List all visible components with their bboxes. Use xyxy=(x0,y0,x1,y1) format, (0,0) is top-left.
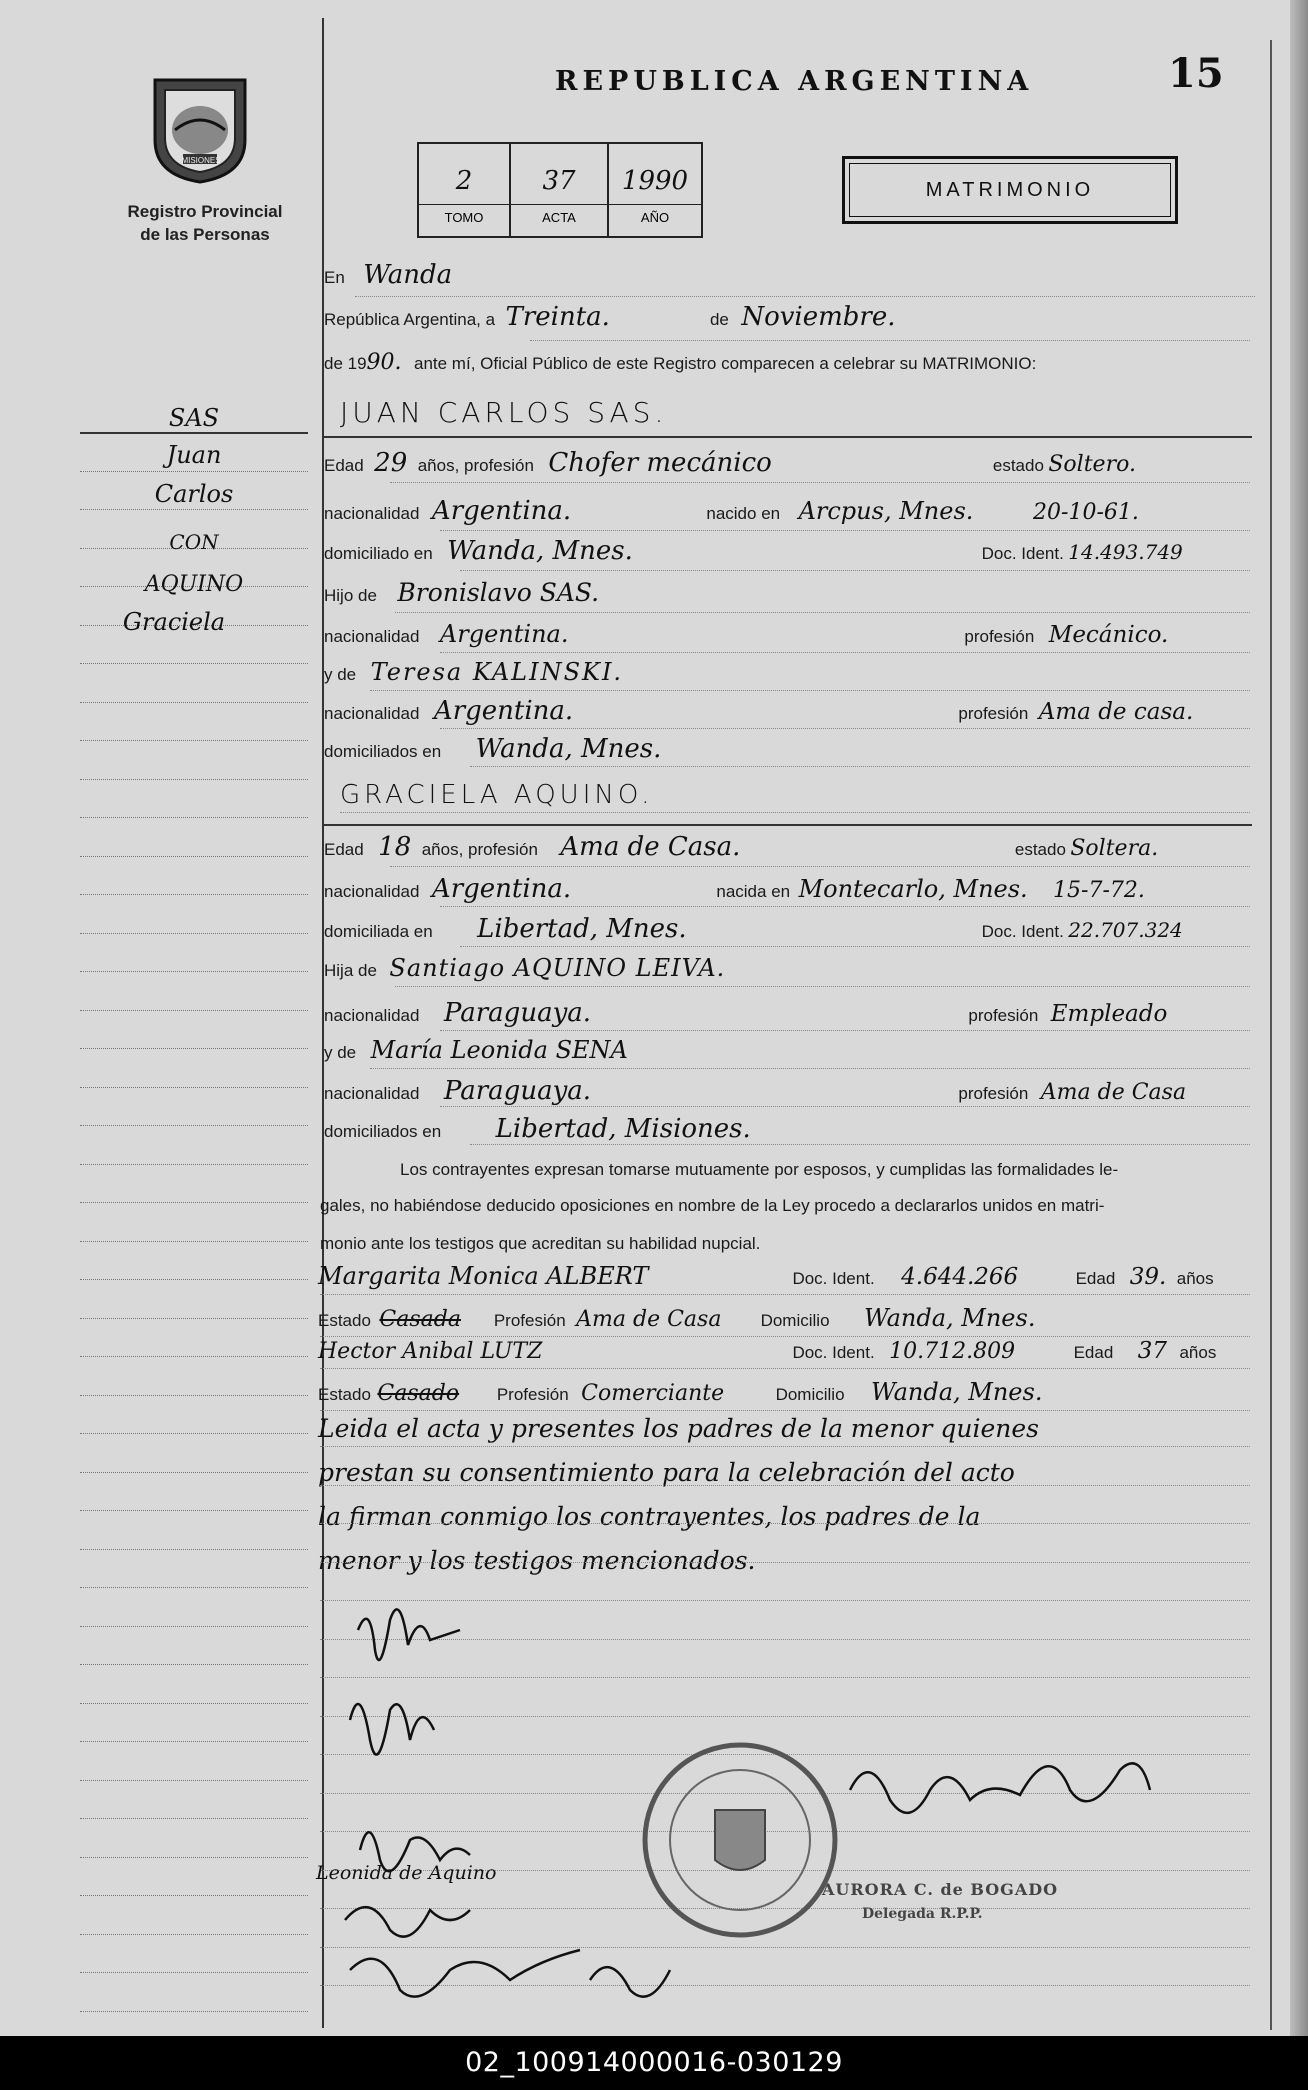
witness2-address: Wanda, Mnes. xyxy=(871,1378,1043,1406)
witness2-profession: Comerciante xyxy=(581,1381,725,1406)
page-edge xyxy=(1290,0,1308,2036)
sidebar-ruled-line xyxy=(80,856,308,857)
bride-father-row xyxy=(324,954,725,982)
groom-full-name: JUAN CARLOS SAS. xyxy=(340,396,668,429)
bride-birthdate: 15-7-72. xyxy=(1053,878,1145,903)
witness2-estado-label: Estado xyxy=(318,1385,371,1404)
ano-value: 1990 xyxy=(621,166,689,196)
sidebar-name-1: SAS xyxy=(168,404,220,432)
sidebar-ruled-line xyxy=(80,2011,308,2012)
sidebar-name-2: Juan xyxy=(166,441,222,469)
bride-father-nat-label: nacionalidad xyxy=(324,1006,420,1025)
bride-mother-nationality: Paraguaya. xyxy=(443,1076,592,1106)
ano-cell xyxy=(609,144,701,236)
groom-mother-name: Teresa KALINSKI. xyxy=(370,658,624,686)
bride-nacida-label: nacida en xyxy=(716,882,791,901)
bride-domicile-row xyxy=(324,914,1183,944)
en-label: En xyxy=(324,268,345,287)
seal-text: MISIONES xyxy=(181,156,221,165)
year-prefix: de 19 xyxy=(324,354,367,373)
witness2-name: Hector Anibal LUTZ xyxy=(318,1339,543,1364)
groom-marital-status: Soltero. xyxy=(1048,452,1136,477)
bride-name-separator xyxy=(322,824,1252,826)
legal-text-line1: Los contrayentes expresan tomarse mutuamente por esposos, y cumplidas las formalidades le- xyxy=(400,1160,1119,1179)
groom-domicile-row xyxy=(324,536,1183,566)
bride-mother-nat-label: nacionalidad xyxy=(324,1084,420,1103)
intro-line-3 xyxy=(324,350,1036,375)
groom-edad-label: Edad xyxy=(324,456,364,475)
sidebar-name-3: Carlos xyxy=(154,480,234,508)
year-suffix: 90. xyxy=(366,350,402,375)
right-margin-line xyxy=(1270,40,1272,2030)
bride-nacionalidad-label: nacionalidad xyxy=(324,882,420,901)
sidebar-ruled-line xyxy=(80,1549,308,1550)
groom-name-row xyxy=(340,396,667,429)
groom-father-label: Hijo de xyxy=(324,586,377,605)
witness2-anos-label: años xyxy=(1179,1343,1217,1362)
acta-cell xyxy=(511,144,609,236)
bride-father-label: Hija de xyxy=(324,961,377,980)
official-seal-emblem xyxy=(715,1810,765,1870)
bride-full-name: GRACIELA AQUINO. xyxy=(340,780,654,810)
file-id-footer: 02_100914000016-030129 xyxy=(0,2036,1308,2090)
sidebar-ruled-line xyxy=(80,1356,308,1357)
day: Treinta. xyxy=(505,302,610,332)
bride-age: 18 xyxy=(378,832,412,862)
bride-birthplace: Montecarlo, Mnes. xyxy=(798,875,1028,903)
groom-name-separator xyxy=(322,436,1252,438)
witness2-details-row xyxy=(318,1378,1042,1406)
groom-mother-profession: Ama de casa. xyxy=(1038,699,1194,725)
bride-father-nationality: Paraguaya. xyxy=(443,998,592,1028)
sidebar-ruled-line xyxy=(80,1010,308,1011)
signature-area xyxy=(330,1590,1230,2010)
witness1-status: Casada xyxy=(379,1307,461,1332)
sidebar-ruled-line xyxy=(80,1626,308,1627)
sidebar-ruled-line xyxy=(80,1472,308,1473)
sidebar-ruled-line xyxy=(80,1048,308,1049)
acta-value: 37 xyxy=(542,166,576,196)
groom-father-name: Bronislavo SAS. xyxy=(397,578,600,607)
sidebar-ruled-line xyxy=(80,509,308,510)
place: Wanda xyxy=(363,260,453,290)
sidebar-ruled-line xyxy=(80,1164,308,1165)
bride-edad-label: Edad xyxy=(324,840,364,859)
sidebar-ruled-line xyxy=(80,663,308,664)
groom-mother-row xyxy=(324,658,623,686)
sidebar-ruled-line xyxy=(80,1664,308,1665)
groom-parents-domicile-label: domiciliados en xyxy=(324,742,442,761)
bride-mother-row xyxy=(324,1036,628,1064)
bride-parents-domicile: Libertad, Misiones. xyxy=(495,1114,751,1144)
groom-nationality: Argentina. xyxy=(431,496,572,526)
sidebar-ruled-line xyxy=(80,1125,308,1126)
intro-statement: ante mí, Oficial Público de este Registro comparecen a celebrar su MATRIMONIO: xyxy=(414,354,1037,373)
sidebar-name-6: Graciela xyxy=(122,608,226,636)
bride-parents-domicile-label: domiciliados en xyxy=(324,1122,442,1141)
bride-nationality-row xyxy=(324,874,1145,904)
sidebar-ruled-line xyxy=(80,1510,308,1511)
sidebar-ruled-line xyxy=(80,740,308,741)
groom-nacionalidad-label: nacionalidad xyxy=(324,504,420,523)
legal-text-line2: gales, no habiéndose deducido oposiciones en nombre de la Ley procedo a declararlos unidos en matri- xyxy=(320,1196,1105,1215)
witness1-name: Margarita Monica ALBERT xyxy=(318,1262,649,1290)
bride-doc-number: 22.707.324 xyxy=(1068,918,1183,942)
bride-doc-label: Doc. Ident. xyxy=(981,922,1064,941)
sidebar-ruled-line xyxy=(80,1780,308,1781)
groom-domicilio-label: domiciliado en xyxy=(324,544,433,563)
sidebar-ruled-line xyxy=(80,1741,308,1742)
officer-stamp-name: AURORA C. de BOGADO xyxy=(822,1880,1059,1899)
bride-father-nat-row xyxy=(324,998,1167,1028)
province-seal-logo xyxy=(145,70,255,185)
sidebar-ruled-line xyxy=(80,779,308,780)
notes-line2: prestan su consentimiento para la celebración del acto xyxy=(318,1458,1015,1487)
groom-parents-domicile: Wanda, Mnes. xyxy=(475,734,662,764)
body-ruled-line xyxy=(320,1523,1250,1524)
record-box xyxy=(417,142,703,238)
groom-father-profession: Mecánico. xyxy=(1048,622,1169,648)
bride-domicilio-label: domiciliada en xyxy=(324,922,433,941)
groom-address: Wanda, Mnes. xyxy=(447,536,633,566)
witness2-domicilio-label: Domicilio xyxy=(775,1385,845,1404)
groom-doc-label: Doc. Ident. xyxy=(981,544,1064,563)
bride-mother-label: y de xyxy=(324,1043,357,1062)
witness1-doc-number: 4.644.266 xyxy=(901,1264,1019,1290)
witness2-doc-number: 10.712.809 xyxy=(889,1339,1016,1364)
witness2-profesion-label: Profesión xyxy=(496,1385,569,1404)
sidebar-ruled-line xyxy=(80,1857,308,1858)
sidebar-ruled-line xyxy=(80,471,308,472)
sidebar-ruled-line xyxy=(80,1433,308,1434)
bride-address: Libertad, Mnes. xyxy=(477,914,687,944)
witness2-status: Casado xyxy=(377,1381,460,1406)
groom-mother-nat-row xyxy=(324,696,1193,726)
legal-text-line3: monio ante los testigos que acreditan su habilidad nupcial. xyxy=(320,1234,761,1253)
witness1-doc-label: Doc. Ident. xyxy=(792,1269,875,1288)
bride-profession: Ama de Casa. xyxy=(560,832,741,862)
witness2-edad-label: Edad xyxy=(1073,1343,1114,1362)
sidebar-ruled-line xyxy=(80,1972,308,1973)
bride-parents-domicile-row xyxy=(324,1114,751,1144)
de-label: de xyxy=(709,310,729,329)
groom-father-nat-row xyxy=(324,620,1168,648)
country-title: REPUBLICA ARGENTINA xyxy=(555,66,1034,97)
tomo-label: TOMO xyxy=(444,210,484,225)
republica-label: República Argentina, a xyxy=(324,310,496,329)
witness2-row xyxy=(318,1338,1216,1364)
officer-stamp-title: Delegada R.P.P. xyxy=(862,1906,983,1922)
bride-father-name: Santiago AQUINO LEIVA. xyxy=(389,954,726,982)
notes-line1: Leida el acta y presentes los padres de la menor quienes xyxy=(318,1414,1039,1443)
sidebar-ruled-line xyxy=(80,1587,308,1588)
witness1-age: 39. xyxy=(1129,1264,1167,1290)
sidebar-ruled-line xyxy=(80,1895,308,1896)
bride-mother-nat-row xyxy=(324,1076,1186,1106)
groom-profession: Chofer mecánico xyxy=(548,448,772,478)
tomo-cell xyxy=(419,144,511,236)
sidebar-ruled-line xyxy=(80,1934,308,1935)
groom-nationality-row xyxy=(324,496,1139,526)
sidebar-ruled-line xyxy=(80,1818,308,1819)
signature-scribbles xyxy=(345,1609,1150,1996)
bride-father-prof-label: profesión xyxy=(968,1006,1039,1025)
body-ruled-line xyxy=(320,1562,1250,1563)
witness2-doc-label: Doc. Ident. xyxy=(792,1343,875,1362)
signature-bride-mother: Leonida de Aquino xyxy=(316,1862,497,1884)
sidebar-separator xyxy=(80,432,308,434)
bride-mother-profession: Ama de Casa xyxy=(1040,1080,1187,1105)
intro-line-1 xyxy=(324,260,452,290)
sidebar-ruled-line xyxy=(80,933,308,934)
witness1-profession: Ama de Casa xyxy=(576,1307,722,1332)
notes-line3: la firman conmigo los contrayentes, los padres de la xyxy=(318,1502,981,1531)
bride-mother-prof-label: profesión xyxy=(958,1084,1029,1103)
groom-mother-nationality: Argentina. xyxy=(433,696,574,726)
bride-anos-profesion-label: años, profesión xyxy=(421,840,538,859)
bride-marital-status: Soltera. xyxy=(1070,836,1159,861)
groom-father-prof-label: profesión xyxy=(964,627,1035,646)
witness1-anos-label: años xyxy=(1176,1269,1214,1288)
ano-label: AÑO xyxy=(640,210,670,225)
record-type-box: MATRIMONIO xyxy=(842,156,1178,224)
sidebar-ruled-line xyxy=(80,1318,308,1319)
tomo-value: 2 xyxy=(455,166,473,196)
sidebar-name-5: AQUINO xyxy=(144,572,244,597)
groom-father-row xyxy=(324,578,599,607)
bride-estado-label: estado xyxy=(1014,840,1066,859)
witness1-edad-label: Edad xyxy=(1075,1269,1116,1288)
groom-nacido-label: nacido en xyxy=(706,504,781,523)
intro-line-2 xyxy=(324,302,896,332)
witness1-details-row xyxy=(318,1304,1035,1332)
witness1-address: Wanda, Mnes. xyxy=(864,1304,1036,1332)
page-number: 15 xyxy=(1168,50,1224,97)
sidebar-ruled-line xyxy=(80,1202,308,1203)
body-ruled-line xyxy=(320,1446,1250,1447)
groom-age-row xyxy=(324,448,1136,478)
notes-line4: menor y los testigos mencionados. xyxy=(318,1546,756,1575)
groom-doc-number: 14.493.749 xyxy=(1068,540,1183,564)
sidebar-ruled-line xyxy=(80,1241,308,1242)
groom-anos-profesion-label: años, profesión xyxy=(417,456,534,475)
bride-nationality: Argentina. xyxy=(431,874,572,904)
bride-father-profession: Empleado xyxy=(1050,1001,1168,1027)
registry-name xyxy=(100,200,310,246)
bride-mother-name: María Leonida SENA xyxy=(370,1036,628,1064)
groom-father-nat-label: nacionalidad xyxy=(324,627,420,646)
sidebar-name-4: CON xyxy=(169,530,219,554)
sidebar-ruled-line xyxy=(80,1087,308,1088)
body-ruled-line xyxy=(320,1485,1250,1486)
witness2-age: 37 xyxy=(1137,1338,1168,1364)
month: Noviembre. xyxy=(741,302,896,332)
groom-birthplace: Arcpus, Mnes. xyxy=(798,497,974,525)
groom-mother-prof-label: profesión xyxy=(958,704,1029,723)
groom-birthdate: 20-10-61. xyxy=(1033,500,1139,525)
bride-age-row xyxy=(324,832,1158,862)
groom-father-nationality: Argentina. xyxy=(439,620,569,648)
groom-age: 29 xyxy=(374,448,408,478)
bride-name-row xyxy=(340,780,654,810)
witness1-profesion-label: Profesión xyxy=(493,1311,566,1330)
sidebar-ruled-line xyxy=(80,1279,308,1280)
witness1-row xyxy=(318,1262,1214,1290)
sidebar-ruled-line xyxy=(80,817,308,818)
acta-label: ACTA xyxy=(542,210,576,225)
registry-name-line1: Registro Provincial xyxy=(127,202,283,221)
sidebar-ruled-line xyxy=(80,971,308,972)
witness1-estado-label: Estado xyxy=(318,1311,371,1330)
registry-name-line2: de las Personas xyxy=(140,225,270,244)
groom-parents-domicile-row xyxy=(324,734,661,764)
groom-mother-nat-label: nacionalidad xyxy=(324,704,420,723)
sidebar-ruled-line xyxy=(80,1395,308,1396)
groom-estado-label: estado xyxy=(992,456,1044,475)
groom-mother-label: y de xyxy=(324,665,357,684)
sidebar-ruled-line xyxy=(80,702,308,703)
sidebar-ruled-line xyxy=(80,1703,308,1704)
witness1-domicilio-label: Domicilio xyxy=(760,1311,830,1330)
sidebar-ruled-line xyxy=(80,894,308,895)
